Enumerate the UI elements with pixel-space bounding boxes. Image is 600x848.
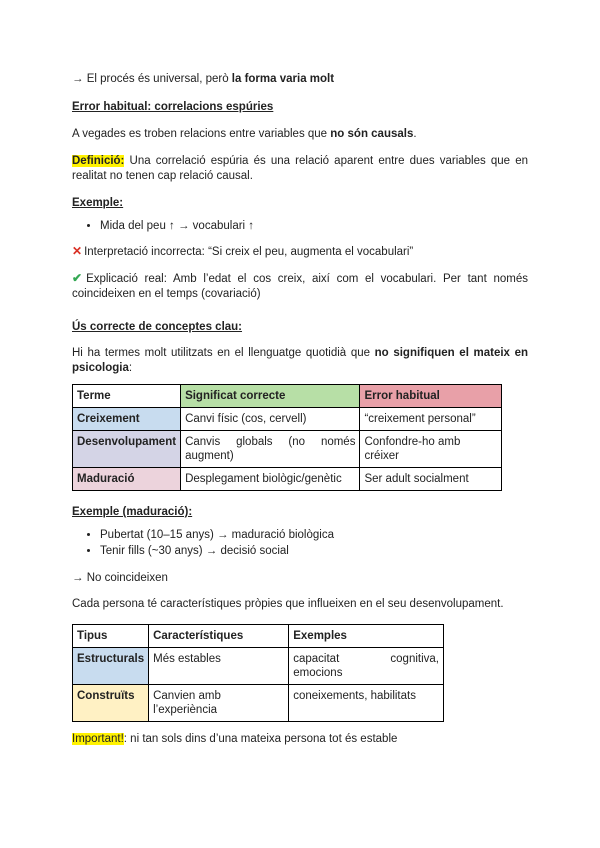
document-page bbox=[72, 64, 528, 747]
types-table bbox=[72, 624, 444, 722]
table-header-row bbox=[73, 625, 444, 648]
real-explanation: ✔ Explicació real: Amb l’edat el cos creix, així com el vocabulari. Per tant només coincideixen en el temps (covariació) bbox=[72, 271, 528, 300]
intro-line: → El procés és universal, però la forma varia molt bbox=[72, 73, 335, 85]
table-cell: Canvi físic (cos, cervell) bbox=[181, 408, 360, 431]
list-item: • Pubertat (10–15 anys) → maduració biològica bbox=[100, 527, 528, 543]
table-cell: coneixements, habilitats bbox=[289, 685, 444, 722]
table-cell: Construïts bbox=[73, 685, 149, 722]
wrong-interpretation: ✕ Interpretació incorrecta: “Si creix el peu, augmenta el vocabulari” bbox=[72, 244, 414, 258]
header-cell: Terme bbox=[73, 385, 181, 408]
table-cell: Més estables bbox=[149, 648, 289, 685]
persons-line: Cada persona té característiques pròpies que influeixen en el seu desenvolupament. bbox=[72, 598, 504, 610]
table-cell: Estructurals bbox=[73, 648, 149, 685]
important-note: Important!: ni tan sols dins d’una mateixa persona tot és estable bbox=[72, 733, 398, 745]
header-cell: Tipus bbox=[73, 625, 149, 648]
table-cell: Canvis globals (no només augment) bbox=[181, 431, 360, 468]
maturation-heading: Exemple (maduració): bbox=[72, 506, 193, 518]
error-heading: Error habitual: correlacions espúries bbox=[72, 101, 274, 113]
table-row bbox=[73, 685, 444, 722]
table-row bbox=[73, 408, 502, 431]
table-cell: Maduració bbox=[73, 468, 181, 491]
table-cell: capacitat cognitiva, emocions bbox=[289, 648, 444, 685]
table-cell: Canvien amb l’experiència bbox=[149, 685, 289, 722]
table-header-row bbox=[73, 385, 502, 408]
table-cell: Ser adult socialment bbox=[360, 468, 502, 491]
example-heading: Exemple: bbox=[72, 197, 124, 209]
concepts-table bbox=[72, 384, 502, 491]
table-cell: Desplegament biològic/genètic bbox=[181, 468, 360, 491]
table-cell: Confondre-ho amb créixer bbox=[360, 431, 502, 468]
definition-paragraph: Definició: Una correlació espúria és una relació aparent entre dues variables que en realitat no tenen cap relació causal. bbox=[72, 155, 528, 182]
example-list bbox=[72, 218, 528, 234]
concepts-intro: Hi ha termes molt utilitzats en el llenguatge quotidià que no signifiquen el mateix en psicologia: bbox=[72, 347, 529, 374]
table-cell: Creixement bbox=[73, 408, 181, 431]
spurious-line: A vegades es troben relacions entre variables que no són causals. bbox=[72, 128, 417, 140]
conclusion-line: → No coincideixen bbox=[72, 572, 168, 584]
table-cell: Desenvolupament bbox=[73, 431, 181, 468]
table-cell: “creixement personal” bbox=[360, 408, 502, 431]
header-cell: Exemples bbox=[289, 625, 444, 648]
concepts-heading: Ús correcte de conceptes clau: bbox=[72, 321, 243, 333]
table-row bbox=[73, 468, 502, 491]
header-cell: Característiques bbox=[149, 625, 289, 648]
important-label: Important! bbox=[72, 733, 124, 745]
maturation-list bbox=[72, 527, 528, 559]
check-mark-icon: ✔ bbox=[72, 271, 83, 285]
list-item: • Mida del peu ↑ → vocabulari ↑ bbox=[100, 218, 528, 234]
list-item: • Tenir fills (~30 anys) → decisió social bbox=[100, 543, 528, 559]
header-cell: Significat correcte bbox=[181, 385, 360, 408]
table-row bbox=[73, 431, 502, 468]
cross-mark-icon: ✕ bbox=[72, 244, 83, 258]
definition-label: Definició: bbox=[72, 155, 125, 167]
table-row bbox=[73, 648, 444, 685]
header-cell: Error habitual bbox=[360, 385, 502, 408]
